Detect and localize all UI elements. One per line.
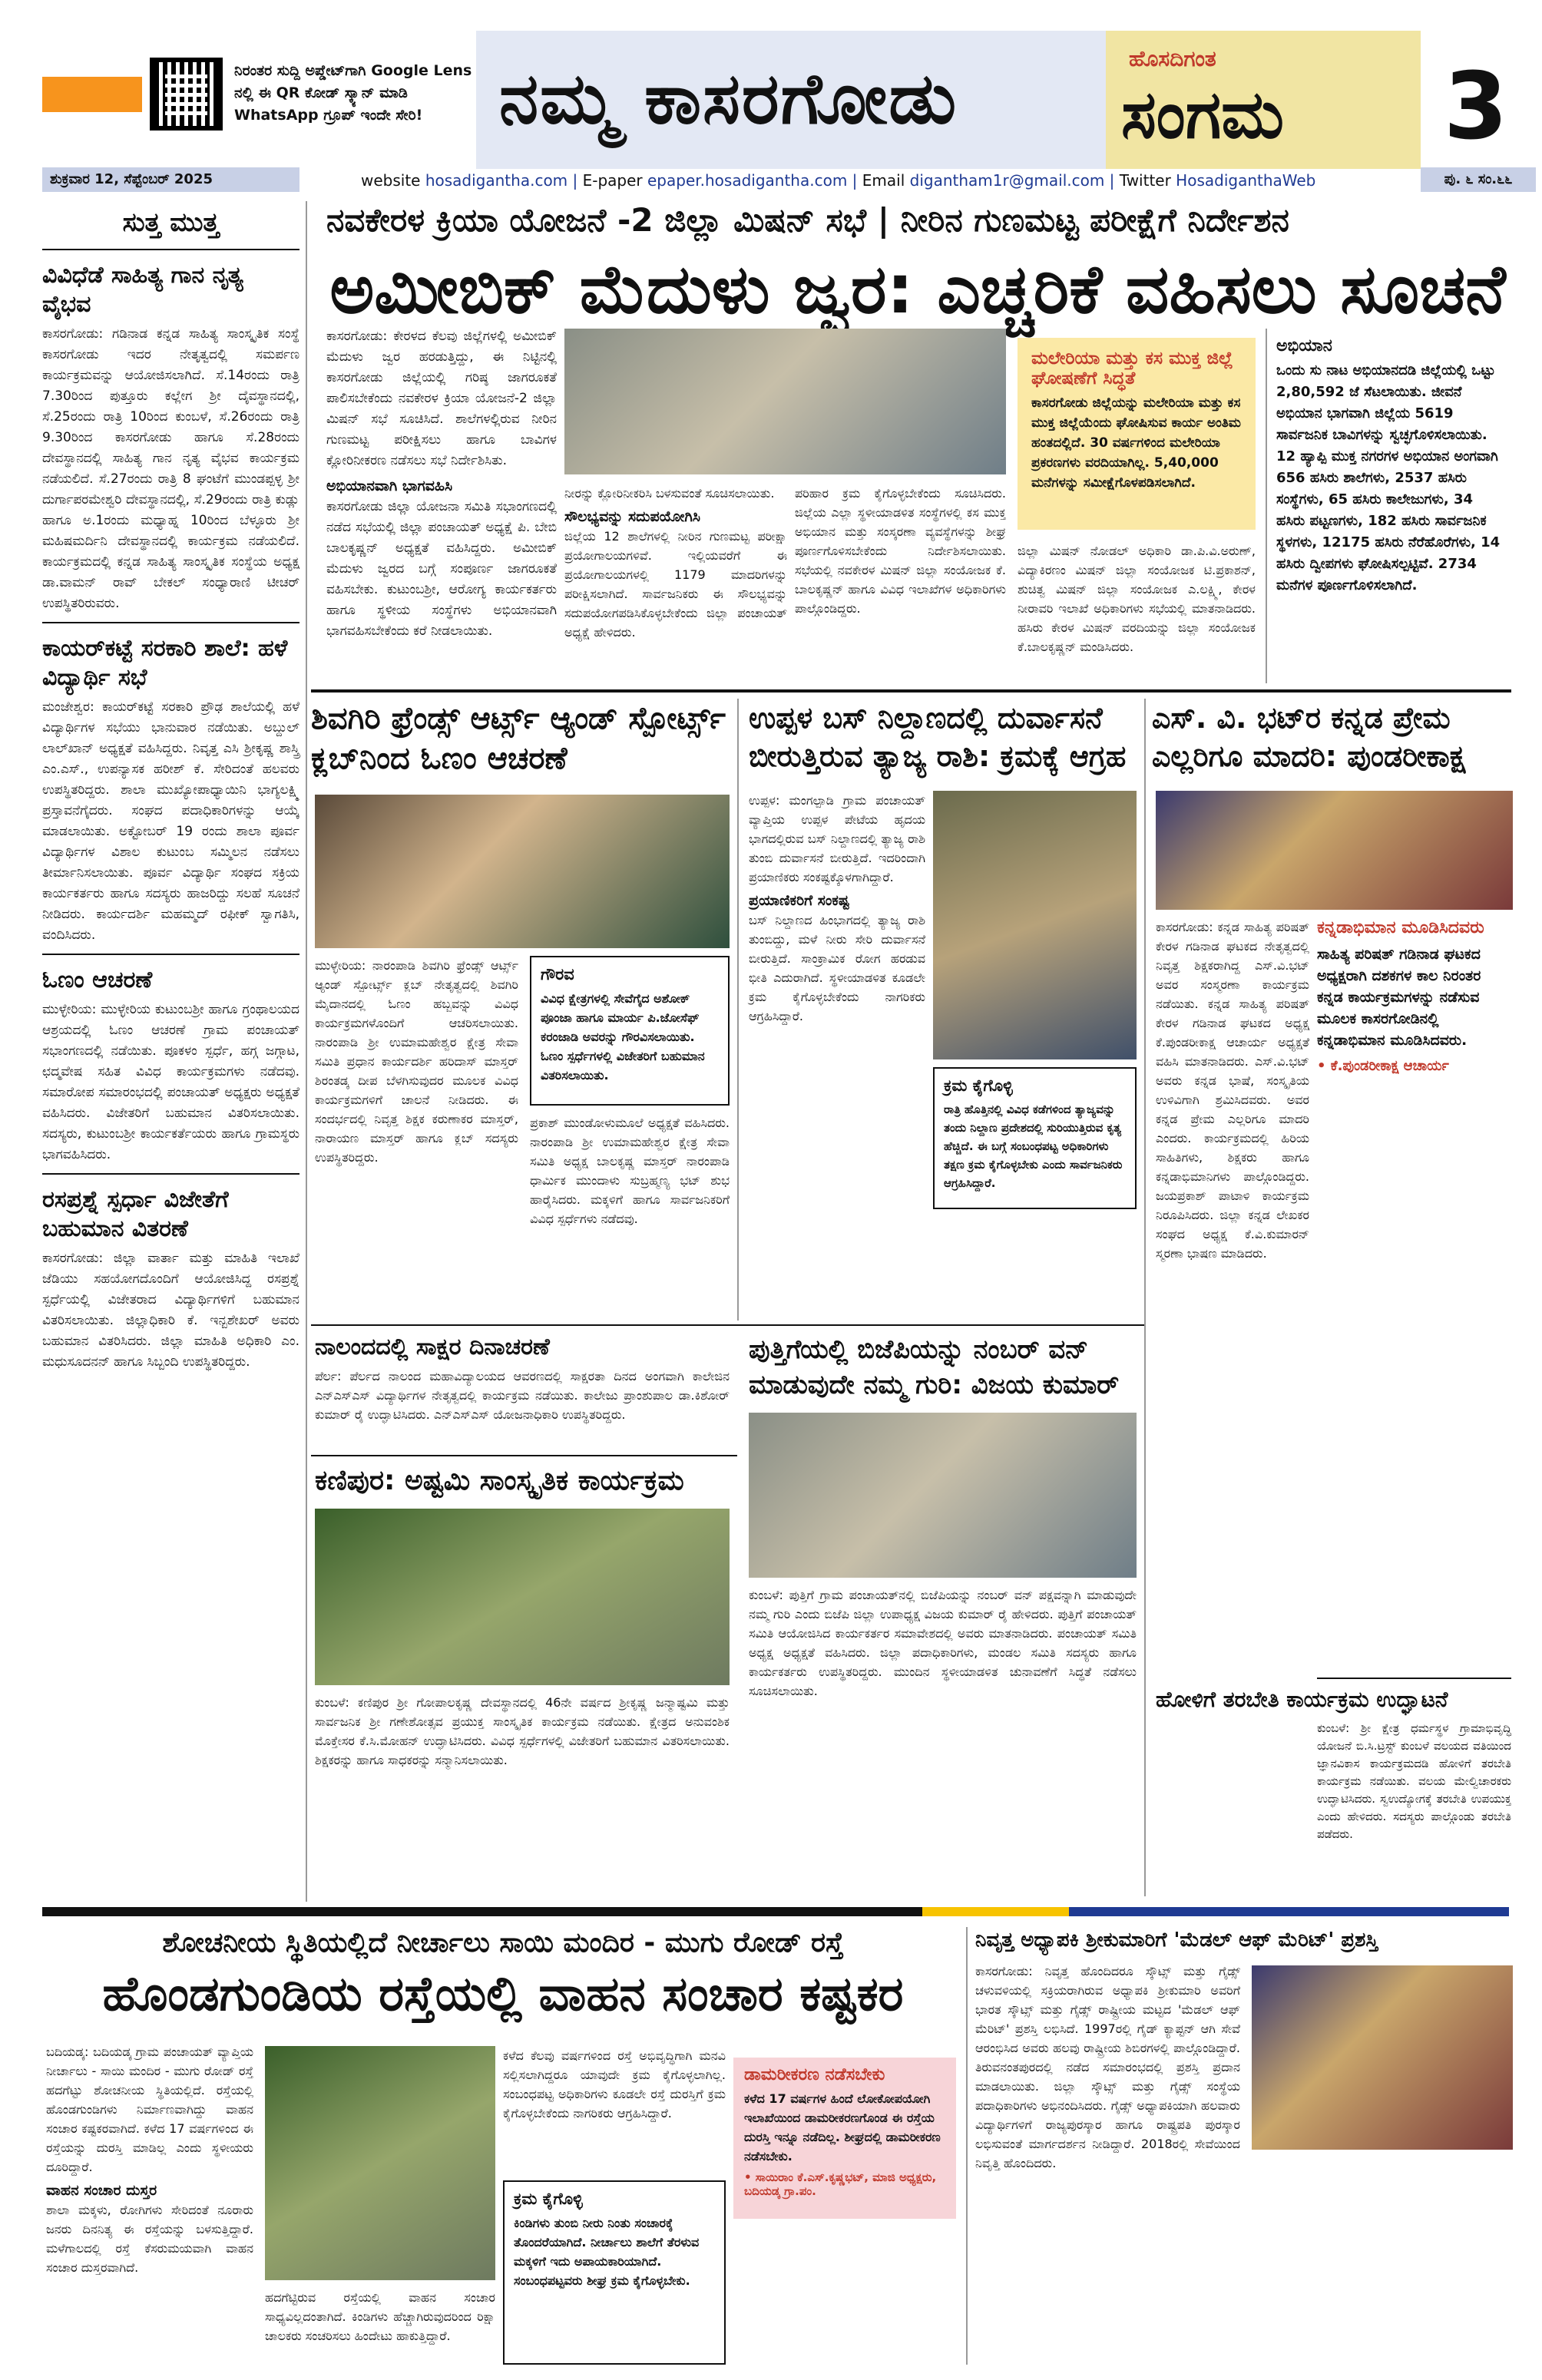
box-text: ಕಳೆದ 17 ವರ್ಷಗಳ ಹಿಂದೆ ಲೋಕೋಪಯೋಗಿ ಇಲಾಖೆಯಿಂದ ಡಾಮರೀಕರಣಗೊಂಡ ಈ ರಸ್ತೆಯ ದುರಸ್ತಿ ಇನ್ನೂ ನಡೆದಿಲ್ಲ. ಶೀಘ್ರದಲ್ಲಿ ಡಾಮರೀಕರಣ ನಡೆಸಬೇಕು. (744, 2091, 941, 2163)
bjp-meeting-photo (749, 1413, 1137, 1578)
article-body: ಕಾಸರಗೋಡು ಜಿಲ್ಲಾ ಯೋಜನಾ ಸಮಿತಿ ಸಭಾಂಗಣದಲ್ಲಿ ನಡೆದ ಸಭೆಯಲ್ಲಿ ಜಿಲ್ಲಾ ಪಂಚಾಯತ್ ಅಧ್ಯಕ್ಷೆ ಪಿ. ಬೇಬಿ ಬಾಲಕೃಷ್ಣನ್ ಅಧ್ಯಕ್ಷತೆ ವಹಿಸಿದ್ದರು. ಅಮೀಬಿಕ್ ಮೆದುಳು ಜ್ವರದ ಬಗ್ಗೆ ಸಂಪೂರ್ಣ ಜಾಗರೂಕತೆ ವಹಿಸಬೇಕು. ಕುಟುಂಬಶ್ರೀ, ಆರೋಗ್ಯ ಕಾರ್ಯಕರ್ತರು ಹಾಗೂ ಸ್ಥಳೀಯ ಸಂಸ್ಥೆಗಳು ಅಭಿಯಾನವಾಗಿ ಭಾಗವಹಿಸಬೇಕೆಂದು ಕರೆ ನೀಡಲಾಯಿತು. (326, 499, 557, 639)
section-divider (1317, 1678, 1511, 1679)
brand-logo: ಸಂಗಮ (1121, 77, 1285, 154)
article-body: ಶಾಲಾ ಮಕ್ಕಳು, ರೋಗಿಗಳು ಸೇರಿದಂತೆ ನೂರಾರು ಜನರು ದಿನನಿತ್ಯ ಈ ರಸ್ತೆಯನ್ನು ಬಳಸುತ್ತಿದ್ದಾರೆ. ಮಳೆಗಾಲದಲ್ಲಿ ರಸ್ತೆ ಕೆಸರುಮಯವಾಗಿ ವಾಹನ ಸಂಚಾರ ದುಸ್ತರವಾಗಿದೆ. (46, 2203, 253, 2275)
masthead (0, 0, 1542, 165)
article-column (503, 2046, 726, 2173)
article-body: ಮಂಜೇಶ್ವರ: ಕಾಯರ್‌ಕಟ್ಟೆ ಸರಕಾರಿ ಪ್ರೌಢ ಶಾಲೆಯಲ್ಲಿ ಹಳೆ ವಿದ್ಯಾರ್ಥಿಗಳ ಸಭೆಯು ಭಾನುವಾರ ನಡೆಯಿತು. ಅಬ್ದುಲ್ ಲಾಲ್‌ಖಾನ್ ಅಧ್ಯಕ್ಷತೆ ವಹಿಸಿದ್ದರು. ನಿವೃತ್ತ ಎಸಿ ಶ್ರೀಕೃಷ್ಣ ಶಾಸ್ತ್ರಿ ಎಂ.ಎಸ್., ಉಪನ್ಯಾಸಕ ಹರೀಶ್ ಕೆ. ಸೇರಿದಂತೆ ಹಲವರು ಉಪಸ್ಥಿತರಿದ್ದರು. ಶಾಲಾ ಮುಖ್ಯೋಪಾಧ್ಯಾಯಿನಿ ಭಾಗ್ಯಲಕ್ಷ್ಮಿ ಪ್ರಸ್ತಾವನೆಗೈದರು. ಸಂಘದ ಪದಾಧಿಕಾರಿಗಳನ್ನು ಆಯ್ಕೆ ಮಾಡಲಾಯಿತು. ಅಕ್ಟೋಬರ್ 19 ರಂದು ಶಾಲಾ ಪೂರ್ವ ವಿದ್ಯಾರ್ಥಿಗಳ ವಿಶಾಲ ಕುಟುಂಬ ಸಮ್ಮಿಲನ ನಡೆಸಲು ತೀರ್ಮಾನಿಸಲಾಯಿತು. ಪೂರ್ವ ವಿದ್ಯಾರ್ಥಿ ಸಂಘದ ಸಕ್ರಿಯ ಕಾರ್ಯಕರ್ತರು ಹಾಗೂ ಸದಸ್ಯರು ಹಾಜರಿದ್ದು ಸಲಹೆ ಸೂಚನೆ ನೀಡಿದರು. ಕಾರ್ಯದರ್ಶಿ ಮಹಮ್ಮದ್ ರಫೀಕ್ ಸ್ವಾಗತಿಸಿ, ವಂದಿಸಿದರು. (42, 699, 299, 943)
article-body: ಕಳೆದ ಕೆಲವು ವರ್ಷಗಳಿಂದ ರಸ್ತೆ ಅಭಿವೃದ್ಧಿಗಾಗಿ ಮನವಿ ಸಲ್ಲಿಸಲಾಗಿದ್ದರೂ ಯಾವುದೇ ಕ್ರಮ ಕೈಗೊಳ್ಳಲಾಗಿಲ್ಲ. ಸಂಬಂಧಪಟ್ಟ ಅಧಿಕಾರಿಗಳು ಕೂಡಲೇ ರಸ್ತೆ ದುರಸ್ತಿಗೆ ಕ್ರಮ ಕೈಗೊಳ್ಳಬೇಕೆಂದು ನಾಗರಿಕರು ಆಗ್ರಹಿಸಿದ್ದಾರೆ. (503, 2048, 726, 2121)
bottom-kicker: ಶೋಚನೀಯ ಸ್ಥಿತಿಯಲ್ಲಿದೆ ನೀರ್ಚಾಲು ಸಾಯಿ ಮಂದಿರ - ಮುಗು ರೋಡ್ ರಸ್ತೆ (162, 1927, 844, 1959)
main-headline: ಅಮೀಬಿಕ್ ಮೆದುಳು ಜ್ವರ: ಎಚ್ಚರಿಕೆ ವಹಿಸಲು ಸೂಚನೆ (329, 250, 1506, 329)
article-column (749, 791, 925, 1067)
divider (42, 622, 299, 623)
qr-instructions: ನಿರಂತರ ಸುದ್ದಿ ಅಪ್ಡೇಟ್‌ಗಾಗಿ Google Lens ನಲ್ಲಿ ಈ QR ಕೋಡ್ ಸ್ಕ್ಯಾನ್ ಮಾಡಿ WhatsApp ಗ್ರೂಪ್ ಇಂದೇ ಸೇರಿ! (234, 62, 472, 124)
quote-author: • ಸಾಯಿರಾಂ ಕೆ.ಎಸ್.ಕೃಷ್ಣಭಟ್, ಮಾಜಿ ಅಧ್ಯಕ್ಷರು, ಬದಿಯಡ್ಕ ಗ್ರಾ.ಪಂ. (744, 2170, 937, 2198)
bottom-headline: ಹೊಂಡಗುಂಡಿಯ ರಸ್ತೆಯಲ್ಲಿ ವಾಹನ ಸಂಚಾರ ಕಷ್ಟಕರ (102, 1965, 904, 2021)
article-column (315, 1367, 730, 1451)
article-body: ಹದಗೆಟ್ಟಿರುವ ರಸ್ತೆಯಲ್ಲಿ ವಾಹನ ಸಂಚಾರ ಸಾಧ್ಯವಿಲ್ಲದಂತಾಗಿದೆ. ಕಿಂಡಿಗಳು ಹೆಚ್ಚಾಗಿರುವುದರಿಂದ ರಿಕ್ಷಾ ಚಾಲಕರು ಸಂಚರಿಸಲು ಹಿಂದೇಟು ಹಾಕುತ್ತಿದ್ದಾರೆ. (265, 2290, 495, 2343)
main-kicker: ನವಕೇರಳ ಕ್ರಿಯಾ ಯೋಜನೆ -2 ಜಿಲ್ಲಾ ಮಿಷನ್ ಸಭೆ | ನೀರಿನ ಗುಣಮಟ್ಟ ಪರೀಕ್ಷೆಗೆ ನಿರ್ದೇಶನ (326, 201, 1289, 239)
box-title: ಅಭಿಯಾನ (1276, 336, 1332, 355)
subheading: ಸೌಲಭ್ಯವನ್ನು ಸದುಪಯೋಗಿಸಿ (564, 508, 700, 525)
article-body: ಕಾಸರಗೋಡು: ನಿವೃತ್ತ ಹೊಂದಿದರೂ ಸ್ಕೌಟ್ಸ್ ಮತ್ತು ಗೈಡ್ಸ್ ಚಳುವಳಿಯಲ್ಲಿ ಸಕ್ರಿಯರಾಗಿರುವ ಅಧ್ಯಾಪಕಿ ಶ್ರೀಕುಮಾರಿ ಅವರಿಗೆ ಭಾರತ ಸ್ಕೌಟ್ಸ್ ಮತ್ತು ಗೈಡ್ಸ್ ರಾಷ್ಟ್ರೀಯ ಮಟ್ಟದ 'ಮೆಡಲ್ ಆಫ್ ಮೆರಿಟ್' ಪ್ರಶಸ್ತಿ ಲಭಿಸಿದೆ. 1997ರಲ್ಲಿ ಗೈಡ್ ಕ್ಯಾಪ್ಟನ್ ಆಗಿ ಸೇವೆ ಆರಂಭಿಸಿದ ಅವರು ಹಲವು ರಾಷ್ಟ್ರೀಯ ಶಿಬಿರಗಳಲ್ಲಿ ಪಾಲ್ಗೊಂಡಿದ್ದಾರೆ. ತಿರುವನಂತಪುರದಲ್ಲಿ ನಡೆದ ಸಮಾರಂಭದಲ್ಲಿ ಪ್ರಶಸ್ತಿ ಪ್ರದಾನ ಮಾಡಲಾಯಿತು. ಜಿಲ್ಲಾ ಸ್ಕೌಟ್ಸ್ ಮತ್ತು ಗೈಡ್ಸ್ ಸಂಸ್ಥೆಯ ಪದಾಧಿಕಾರಿಗಳು ಅಭಿನಂದಿಸಿದರು. ಗೈಡ್ಸ್ ಅಧ್ಯಾಪಕಿಯಾಗಿ ಹಲವಾರು ವಿದ್ಯಾರ್ಥಿಗಳಿಗೆ ರಾಜ್ಯಪುರಸ್ಕಾರ ಹಾಗೂ ರಾಷ್ಟ್ರಪತಿ ಪುರಸ್ಕಾರ ಲಭಿಸುವಂತೆ ಮಾರ್ಗದರ್ಶನ ನೀಡಿದ್ದಾರೆ. 2018ರಲ್ಲಿ ಸೇವೆಯಿಂದ ನಿವೃತ್ತಿ ಹೊಂದಿದರು. (975, 1964, 1240, 2170)
article-headline: ಓಣಂ ಆಚರಣೆ (42, 967, 153, 993)
box-title: ಕ್ರಮ ಕೈಗೊಳ್ಳಿ (514, 2190, 583, 2208)
article-headline: ವಿವಿಧೆಡೆ ಸಾಹಿತ್ಯ ಗಾನ ನೃತ್ಯ ವೈಭವ (42, 262, 243, 318)
article-headline: ಕಣಿಪುರ: ಅಷ್ಟಮಿ ಸಾಂಸ್ಕೃತಿಕ ಕಾರ್ಯಕ್ರಮ (315, 1465, 684, 1496)
article-column (46, 2042, 253, 2365)
divider (42, 954, 299, 955)
article-column (530, 1113, 730, 1321)
column-divider (306, 201, 307, 1902)
article-headline: ಶಿವಗಿರಿ ಫ್ರೆಂಡ್ಸ್ ಆರ್ಟ್ಸ್ ಆ್ಯಂಡ್ ಸ್ಪೋರ್ಟ್ಸ್ ಕ್ಲಬ್‌ನಿಂದ ಓಣಂ ಆಚರಣೆ (311, 701, 726, 776)
section-divider (311, 1455, 737, 1456)
box-text: ಒಂದು ಸು ನಾಟ ಅಭಿಯಾನದಡಿ ಜಿಲ್ಲೆಯಲ್ಲಿ ಒಟ್ಟು 2,80,592 ಜೆ ಸೆಟಲಾಯಿತು. ಜೀವನೆ ಅಭಿಯಾನ ಭಾಗವಾಗಿ ಜಿಲ್ಲೆಯ 5619 ಸಾರ್ವಜನಿಕ ಬಾವಿಗಳನ್ನು ಸ್ವಚ್ಛಗೊಳಿಸಲಾಯಿತು. 12 ಹ್ಯಾಪ್ಪಿ ಮುಕ್ತ ನಗರಗಳ ಅಭಿಯಾನ ಅಂಗವಾಗಿ 656 ಹಸಿರು ಶಾಲೆಗಳು, 2537 ಹಸಿರು ಸಂಸ್ಥೆಗಳು, 65 ಹಸಿರು ಕಾಲೇಜುಗಳು, 34 ಹಸಿರು ಪಟ್ಟಣಗಳು, 182 ಹಸಿರು ಸಾರ್ವಜನಿಕ ಸ್ಥಳಗಳು, 12175 ಹಸಿರು ನೆರೆಹೊರೆಗಳು, 14 ಹಸಿರು ದ್ವೀಪಗಳು ಘೋಷಿಸಲ್ಪಟ್ಟಿವೆ. 2734 ಮನೆಗಳ ಪೂರ್ಣಗೊಳಿಸಲಾಗಿದೆ. (1276, 362, 1501, 593)
article-body: ಕಾಸರಗೋಡು: ಜಿಲ್ಲಾ ವಾರ್ತಾ ಮತ್ತು ಮಾಹಿತಿ ಇಲಾಖೆ ಜೆಡಿಯು ಸಹಯೋಗದೊಂದಿಗೆ ಆಯೋಜಿಸಿದ್ದ ರಸಪ್ರಶ್ನೆ ಸ್ಪರ್ಧೆಯಲ್ಲಿ ವಿಜೇತರಾದ ವಿದ್ಯಾರ್ಥಿಗಳಿಗೆ ಬಹುಮಾನ ವಿತರಿಸಲಾಯಿತು. ಜಿಲ್ಲಾಧಿಕಾರಿ ಕೆ. ಇನ್ಬಶೇಖರ್ ಅವರು ಬಹುಮಾನ ವಿತರಿಸಿದರು. ಜಿಲ್ಲಾ ಮಾಹಿತಿ ಅಧಿಕಾರಿ ಎಂ. ಮಧುಸೂದನನ್ ಹಾಗೂ ಸಿಬ್ಬಂದಿ ಉಪಸ್ಥಿತರಿದ್ದರು. (42, 1251, 299, 1370)
article-body: ಉಪ್ಪಳ: ಮಂಗಲ್ಪಾಡಿ ಗ್ರಾಮ ಪಂಚಾಯತ್ ವ್ಯಾಪ್ತಿಯ ಉಪ್ಪಳ ಪೇಟೆಯ ಹೃದಯ ಭಾಗದಲ್ಲಿರುವ ಬಸ್ ನಿಲ್ದಾಣದಲ್ಲಿ ತ್ಯಾಜ್ಯ ರಾಶಿ ತುಂಬಿ ದುರ್ವಾಸನೆ ಬೀರುತ್ತಿದೆ. ಇದರಿಂದಾಗಿ ಪ್ರಯಾಣಿಕರು ಸಂಕಷ್ಟಕ್ಕೊಳಗಾಗಿದ್ದಾರೆ. (749, 793, 925, 884)
divider (42, 1173, 299, 1175)
article-body: ಜಿಲ್ಲಾ ಮಿಷನ್ ನೋಡಲ್ ಅಧಿಕಾರಿ ಡಾ.ಪಿ.ವಿ.ಅರುಣ್, ವಿದ್ಯಾಕಿರಣಂ ಮಿಷನ್ ಜಿಲ್ಲಾ ಸಂಯೋಜಕ ಟಿ.ಪ್ರಕಾಶನ್, ಶುಚಿತ್ವ ಮಿಷನ್ ಜಿಲ್ಲಾ ಸಂಯೋಜಕ ಎ.ಲಕ್ಷ್ಮಿ, ಕೇರಳ ನೀರಾವರಿ ಇಲಾಖೆ ಅಧಿಕಾರಿಗಳು ಸಭೆಯಲ್ಲಿ ಮಾತನಾಡಿದರು. ಹಸಿರು ಕೇರಳ ಮಿಷನ್ ವರದಿಯನ್ನು ಜಿಲ್ಲಾ ಸಂಯೋಜಕ ಕೆ.ಬಾಲಕೃಷ್ಣನ್ ಮಂಡಿಸಿದರು. (1018, 544, 1256, 654)
article-body: ಕುಂಬಳೆ: ಶ್ರೀ ಕ್ಷೇತ್ರ ಧರ್ಮಸ್ಥಳ ಗ್ರಾಮಾಭಿವೃದ್ಧಿ ಯೋಜನೆ ಬಿ.ಸಿ.ಟ್ರಸ್ಟ್ ಕುಂಬಳೆ ವಲಯದ ವತಿಯಿಂದ ಜ್ಞಾನವಿಕಾಸ ಕಾರ್ಯಕ್ರಮದಡಿ ಹೋಳಿಗೆ ತರಬೇತಿ ಕಾರ್ಯಕ್ರಮ ನಡೆಯಿತು. ವಲಯ ಮೇಲ್ವಿಚಾರಕರು ಉದ್ಘಾಟಿಸಿದರು. ಸ್ವಉದ್ಯೋಗಕ್ಕೆ ತರಬೇತಿ ಉಪಯುಕ್ತ ಎಂದು ಹೇಳಿದರು. ಸದಸ್ಯರು ಪಾಲ್ಗೊಂಡು ತರಬೇತಿ ಪಡೆದರು. (1317, 1721, 1511, 1841)
article-body: ಬಸ್ ನಿಲ್ದಾಣದ ಹಿಂಭಾಗದಲ್ಲಿ ತ್ಯಾಜ್ಯ ರಾಶಿ ತುಂಬಿದ್ದು, ಮಳೆ ನೀರು ಸೇರಿ ದುರ್ವಾಸನೆ ಬೀರುತ್ತಿದೆ. ಸಾಂಕ್ರಾಮಿಕ ರೋಗ ಹರಡುವ ಭೀತಿ ಎದುರಾಗಿದೆ. ಸ್ಥಳೀಯಾಡಳಿತ ಕೂಡಲೇ ಕ್ರಮ ಕೈಗೊಳ್ಳಬೇಕೆಂದು ನಾಗರಿಕರು ಆಗ್ರಹಿಸಿದ್ದಾರೆ. (749, 913, 925, 1023)
article-column (265, 2288, 495, 2365)
qr-code-icon[interactable] (150, 58, 223, 131)
box-text: ಕಿಂಡಿಗಳು ತುಂಬಿ ನೀರು ನಿಂತು ಸಂಚಾರಕ್ಕೆ ತೊಂದರೆಯಾಗಿದೆ. ನೀರ್ಚಾಲು ಶಾಲೆಗೆ ತೆರಳುವ ಮಕ್ಕಳಿಗೆ ಇದು ಅಪಾಯಕಾರಿಯಾಗಿದೆ. ಸಂಬಂಧಪಟ್ಟವರು ಶೀಘ್ರ ಕ್ರಮ ಕೈಗೊಳ್ಳಬೇಕು. (514, 2216, 700, 2288)
brand-subtitle: ಹೊಸದಿಗಂತ (1129, 46, 1216, 71)
article-body: ಪೆರ್ಲ: ಪೆರ್ಲದ ನಾಲಂದ ಮಹಾವಿದ್ಯಾಲಯದ ಆವರಣದಲ್ಲಿ ಸಾಕ್ಷರತಾ ದಿನದ ಅಂಗವಾಗಿ ಕಾಲೇಜಿನ ಎನ್‌ಎಸ್‌ಎಸ್ ವಿದ್ಯಾರ್ಥಿಗಳ ನೇತೃತ್ವದಲ್ಲಿ ಕಾರ್ಯಕ್ರಮ ನಡೆಯಿತು. ಕಾಲೇಜು ಪ್ರಾಂಶುಪಾಲ ಡಾ.ಕಿಶೋರ್ ಕುಮಾರ್ ರೈ ಉದ್ಘಾಟಿಸಿದರು. ಎನ್‌ಎಸ್‌ಎಸ್ ಯೋಜನಾಧಿಕಾರಿ ಉಪಸ್ಥಿತರಿದ್ದರು. (315, 1369, 730, 1422)
main-column-1 (326, 326, 557, 687)
article-body: ಕಾಸರಗೋಡು: ಕೇರಳದ ಕೆಲವು ಜಿಲ್ಲೆಗಳಲ್ಲಿ ಅಮೀಬಿಕ್ ಮೆದುಳು ಜ್ವರ ಹರಡುತ್ತಿದ್ದು, ಈ ನಿಟ್ಟಿನಲ್ಲಿ ಕಾಸರಗೋಡು ಜಿಲ್ಲೆಯಲ್ಲಿ ಗರಿಷ್ಠ ಜಾಗರೂಕತೆ ಪಾಲಿಸಬೇಕೆಂದು ನವಕೇರಳ ಕ್ರಿಯಾ ಯೋಜನೆ-2 ಜಿಲ್ಲಾ ಮಿಷನ್ ಸಭೆ ಸೂಚಿಸಿದೆ. ಶಾಲೆಗಳಲ್ಲಿರುವ ನೀರಿನ ಗುಣಮಟ್ಟ ಪರೀಕ್ಷಿಸಲು ಹಾಗೂ ಬಾವಿಗಳ ಕ್ಲೋರಿನೀಕರಣ ನಡೆಸಲು ಸಭೆ ನಿರ್ದೇಶಿಸಿತು. (326, 329, 557, 468)
malaria-info-box (1018, 338, 1256, 530)
article-column (975, 1962, 1240, 2365)
quote-text: ಸಾಹಿತ್ಯ ಪರಿಷತ್ ಗಡಿನಾಡ ಘಟಕದ ಅಧ್ಯಕ್ಷರಾಗಿ ದಶಕಗಳ ಕಾಲ ನಿರಂತರ ಕನ್ನಡ ಕಾರ್ಯಕ್ರಮಗಳನ್ನು ನಡೆಸುವ ಮೂಲಕ ಕಾಸರಗೋಡಿನಲ್ಲಿ ಕನ್ನಡಾಭಿಮಾನ ಮೂಡಿಸಿದವರು. (1317, 946, 1481, 1049)
main-column-3 (795, 484, 1006, 683)
krama-box (503, 2180, 726, 2365)
gourava-box (530, 956, 730, 1106)
quote-box (733, 2058, 956, 2219)
article-body: ಕಾಸರಗೋಡು: ಗಡಿನಾಡ ಕನ್ನಡ ಸಾಹಿತ್ಯ ಸಾಂಸ್ಕೃತಿಕ ಸಂಸ್ಥೆ ಕಾಸರಗೋಡು ಇದರ ನೇತೃತ್ವದಲ್ಲಿ ಸಮರ್ಪಣ ಕಾರ್ಯಕ್ರಮವನ್ನು ಆಯೋಜಿಸಲಾಗಿದೆ. ಸೆ.14ರಂದು ರಾತ್ರಿ 7.30ರಿಂದ ಪುತ್ತೂರು ಕಲ್ಲೇಗ ಶ್ರೀ ದೈವಸ್ಥಾನದಲ್ಲಿ, ಸೆ.25ರಂದು ರಾತ್ರಿ 10ರಿಂದ ಕುಂಬಳೆ, ಸೆ.26ರಂದು ರಾತ್ರಿ 9.30ರಿಂದ ಕಾಸರಗೋಡು ಹಾಗೂ ಸೆ.28ರಂದು ದೇವಸ್ಥಾನದಲ್ಲಿ ಸಾಹಿತ್ಯ ಗಾನ ನೃತ್ಯ ವೈಭವ ಕಾರ್ಯಕ್ರಮ ನಡೆಯಲಿದೆ. ಸೆ.27ರಂದು ರಾತ್ರಿ 8 ಘಂಟೆಗೆ ಮುಂಡಪ್ಪಳ್ಳ ಶ್ರೀ ದುರ್ಗಾಪರಮೇಶ್ವರಿ ದೇವಸ್ಥಾನದಲ್ಲಿ, ಸೆ.29ರಂದು ರಾತ್ರಿ ಕುಡ್ಲು ಹಾಗೂ ಅ.1ರಂದು ಮಧ್ಯಾಹ್ನ 10ರಿಂದ ಬೆಳ್ಳೂರು ಶ್ರೀ ಮಹಿಷಮರ್ದಿನಿ ದೇವಸ್ಥಾನದಲ್ಲಿ ಕಾರ್ಯಕ್ರಮ ನಡೆಯಲಿದೆ. ಕಾರ್ಯಕ್ರಮದಲ್ಲಿ ಕನ್ನಡ ಸಾಹಿತ್ಯ ಸಾಂಸ್ಕೃತಿಕ ಸಂಸ್ಥೆಯ ಅಧ್ಯಕ್ಷ ಡಾ.ವಾಮನ್ ರಾವ್ ಬೇಕಲ್ ಸಂಧ್ಯಾರಾಣಿ ಟೀಚರ್ ಉಪಸ್ಥಿತರಿರುವರು. (42, 326, 299, 611)
article-column (1317, 1720, 1511, 1900)
twitter-link[interactable]: HosadiganthaWeb (1176, 171, 1316, 190)
award-photo (1252, 1965, 1513, 2150)
section-divider (311, 689, 1511, 693)
article-body: ಕುಂಬಳೆ: ಕಣಿಪುರ ಶ್ರೀ ಗೋಪಾಲಕೃಷ್ಣ ದೇವಸ್ಥಾನದಲ್ಲಿ 46ನೇ ವರ್ಷದ ಶ್ರೀಕೃಷ್ಣ ಜನ್ಮಾಷ್ಟಮಿ ಮತ್ತು ಸಾರ್ವಜನಿಕ ಶ್ರೀ ಗಣೇಶೋತ್ಸವ ಪ್ರಯುಕ್ತ ಸಾಂಸ್ಕೃತಿಕ ಕಾರ್ಯಕ್ರಮ ನಡೆಯಿತು. ಕ್ಷೇತ್ರದ ಅನುವಂಶಿಕ ಮೊಕ್ತೇಸರ ಕೆ.ಸಿ.ಮೋಹನ್ ಉದ್ಘಾಟಿಸಿದರು. ವಿವಿಧ ಸ್ಪರ್ಧೆಗಳಲ್ಲಿ ವಿಜೇತರಿಗೆ ಬಹುಮಾನ ವಿತರಿಸಲಾಯಿತು. ಶಿಕ್ಷಕರನ್ನು ಹಾಗೂ ಸಾಧಕರನ್ನು ಸನ್ಮಾನಿಸಲಾಯಿತು. (315, 1695, 730, 1767)
kannada-program-photo (1156, 791, 1513, 910)
article-column (315, 956, 518, 1321)
subheading: ವಾಹನ ಸಂಚಾರ ದುಸ್ತರ (46, 2182, 157, 2199)
box-title: ಮಲೇರಿಯಾ ಮತ್ತು ಕಸ ಮುಕ್ತ ಜಿಲ್ಲೆ ಘೋಷಣೆಗೆ ಸಿದ್ಧತೆ (1031, 349, 1233, 388)
box-title: ಡಾಮರೀಕರಣ ನಡೆಸಬೇಕು (744, 2065, 885, 2084)
article-body: ನೀರನ್ನು ಕ್ಲೋರಿನೀಕರಿಸಿ ಬಳಸುವಂತೆ ಸೂಚಿಸಲಾಯಿತು. (564, 486, 775, 501)
abhiyana-box (1266, 329, 1511, 683)
article-body: ಪ್ರಕಾಶ್ ಮುಂಡೋಳುಮೂಲೆ ಅಧ್ಯಕ್ಷತೆ ವಹಿಸಿದರು. ನಾರಂಪಾಡಿ ಶ್ರೀ ಉಮಾಮಹೇಶ್ವರ ಕ್ಷೇತ್ರ ಸೇವಾ ಸಮಿತಿ ಅಧ್ಯಕ್ಷ ಬಾಲಕೃಷ್ಣ ಮಾಸ್ತರ್ ನಾರಂಪಾಡಿ ಧಾರ್ಮಿಕ ಮುಂದಾಳು ಸುಬ್ರಹ್ಮಣ್ಯ ಭಟ್ ಶುಭ ಹಾರೈಸಿದರು. ಮಕ್ಕಳಿಗೆ ಹಾಗೂ ಸಾರ್ವಜನಿಕರಿಗೆ ವಿವಿಧ ಸ್ಪರ್ಧೆಗಳು ನಡೆದವು. (530, 1116, 730, 1226)
contact-links: website hosadigantha.com | E-paper epaper.hosadigantha.com | Email digantham1r@gmail.com | Twitter HosadiganthaWeb (361, 171, 1316, 190)
website-link[interactable]: hosadigantha.com (425, 171, 568, 190)
article-headline: ಪುತ್ತಿಗೆಯಲ್ಲಿ ಬಿಜೆಪಿಯನ್ನು ನಂಬರ್ ವನ್ ಮಾಡುವುದೇ ನಮ್ಮ ಗುರಿ: ವಿಜಯ ಕುಮಾರ್ (749, 1334, 1120, 1400)
krama-box (933, 1067, 1137, 1209)
twitter-label: Twitter (1119, 171, 1171, 190)
garbage-pile-photo (933, 791, 1137, 1059)
article-headline: ಕಾಯರ್‌ಕಟ್ಟೆ ಸರಕಾರಿ ಶಾಲೆ: ಹಳೆ ವಿದ್ಯಾರ್ಥಿ ಸಭೆ (42, 635, 288, 691)
epaper-link[interactable]: epaper.hosadigantha.com (647, 171, 848, 190)
email-label: Email (862, 171, 905, 190)
article-column (749, 1585, 1137, 1900)
box-title: ಗೌರವ (541, 965, 574, 983)
box-text: ರಾತ್ರಿ ಹೊತ್ತಿನಲ್ಲಿ ವಿವಿಧ ಕಡೆಗಳಿಂದ ತ್ಯಾಜ್ಯವನ್ನು ತಂದು ನಿಲ್ದಾಣ ಪ್ರದೇಶದಲ್ಲಿ ಸುರಿಯುತ್ತಿರುವ ಕೃತ್ಯ ಹೆಚ್ಚಿದೆ. ಈ ಬಗ್ಗೆ ಸಂಬಂಧಪಟ್ಟ ಅಧಿಕಾರಿಗಳು ತಕ್ಷಣ ಕ್ರಮ ಕೈಗೊಳ್ಳಬೇಕು ಎಂದು ಸಾರ್ವಜನಿಕರು ಆಗ್ರಹಿಸಿದ್ದಾರೆ. (944, 1102, 1123, 1190)
cultural-program-photo (315, 1509, 730, 1685)
box-text: ಕಾಸರಗೋಡು ಜಿಲ್ಲೆಯನ್ನು ಮಲೇರಿಯಾ ಮತ್ತು ಕಸ ಮುಕ್ತ ಜಿಲ್ಲೆಯೆಂದು ಘೋಷಿಸುವ ಕಾರ್ಯ ಅಂತಿಮ ಹಂತದಲ್ಲಿದೆ. 30 ವರ್ಷಗಳಿಂದ ಮಲೇರಿಯಾ ಪ್ರಕರಣಗಳು ವರದಿಯಾಗಿಲ್ಲ. 5,40,000 ಮನೆಗಳನ್ನು ಸಮೀಕ್ಷೆಗೊಳಪಡಿಸಲಾಗಿದೆ. (1031, 395, 1241, 491)
section-divider (311, 1324, 1144, 1326)
website-label: website (361, 171, 421, 190)
quote-author: • ಕೆ.ಪುಂಡರೀಕಾಕ್ಷ ಆಚಾರ್ಯ (1317, 1058, 1449, 1074)
box-text: ವಿವಿಧ ಕ್ಷೇತ್ರಗಳಲ್ಲಿ ಸೇವೆಗೈದ ಅಶೋಕ್ ಪೂಂಜಾ ಹಾಗೂ ಮಾರ್ಯ ಪಿ.ಜೋಸೆಫ್ ಕರಂಜಾಡಿ ಅವರನ್ನು ಗೌರವಿಸಲಾಯಿತು. ಓಣಂ ಸ್ಪರ್ಧೆಗಳಲ್ಲಿ ವಿಜೇತರಿಗೆ ಬಹುಮಾನ ವಿತರಿಸಲಾಯಿತು. (541, 991, 705, 1083)
article-body: ಪರಿಹಾರ ಕ್ರಮ ಕೈಗೊಳ್ಳಬೇಕೆಂದು ಸೂಚಿಸಿದರು. ಜಿಲ್ಲೆಯ ಎಲ್ಲಾ ಸ್ಥಳೀಯಾಡಳಿತ ಸಂಸ್ಥೆಗಳಲ್ಲಿ ಕಸ ಮುಕ್ತ ಅಭಿಯಾನ ಮತ್ತು ಸಂಸ್ಕರಣಾ ವ್ಯವಸ್ಥೆಗಳನ್ನು ಶೀಘ್ರ ಪೂರ್ಣಗೊಳಿಸಬೇಕೆಂದು ನಿರ್ದೇಶಿಸಲಾಯಿತು. ಸಭೆಯಲ್ಲಿ ನವಕೇರಳ ಮಿಷನ್ ಜಿಲ್ಲಾ ಸಂಯೋಜಕ ಕೆ. ಬಾಲಕೃಷ್ಣನ್ ಹಾಗೂ ವಿವಿಧ ಇಲಾಖೆಗಳ ಅಧಿಕಾರಿಗಳು ಪಾಲ್ಗೊಂಡಿದ್ದರು. (795, 486, 1006, 616)
article-body: ಮುಳ್ಳೇರಿಯ: ನಾರಂಪಾಡಿ ಶಿವಗಿರಿ ಫ್ರೆಂಡ್ಸ್ ಆರ್ಟ್ಸ್ ಆ್ಯಂಡ್ ಸ್ಪೋರ್ಟ್ಸ್ ಕ್ಲಬ್ ನೇತೃತ್ವದಲ್ಲಿ ಶಿವಗಿರಿ ಮೈದಾನದಲ್ಲಿ ಓಣಂ ಹಬ್ಬವನ್ನು ವಿವಿಧ ಕಾರ್ಯಕ್ರಮಗಳೊಂದಿಗೆ ಆಚರಿಸಲಾಯಿತು. ನಾರಂಪಾಡಿ ಶ್ರೀ ಉಮಾಮಹೇಶ್ವರ ಕ್ಷೇತ್ರ ಸೇವಾ ಸಮಿತಿ ಪ್ರಧಾನ ಕಾರ್ಯದರ್ಶಿ ಹರಿದಾಸ್ ಮಾಸ್ತರ್ ಶಿರಂತಡ್ಕ ದೀಪ ಬೆಳಗಿಸುವುದರ ಮೂಲಕ ವಿವಿಧ ಕಾರ್ಯಕ್ರಮಗಳಿಗೆ ಚಾಲನೆ ನೀಡಿದರು. ಈ ಸಂದರ್ಭದಲ್ಲಿ ನಿವೃತ್ತ ಶಿಕ್ಷಕ ಕರುಣಾಕರ ಮಾಸ್ತರ್, ನಾರಾಯಣ ಮಾಸ್ತರ್ ಹಾಗೂ ಕ್ಲಬ್ ಸದಸ್ಯರು ಉಪಸ್ಥಿತರಿದ್ದರು. (315, 958, 518, 1165)
page-number: 3 (1444, 54, 1508, 160)
article-body: ಬದಿಯಡ್ಕ: ಬದಿಯಡ್ಕ ಗ್ರಾಮ ಪಂಚಾಯತ್ ವ್ಯಾಪ್ತಿಯ ನೀರ್ಚಾಲು - ಸಾಯಿ ಮಂದಿರ - ಮುಗು ರೋಡ್ ರಸ್ತೆ ಹದಗೆಟ್ಟು ಶೋಚನೀಯ ಸ್ಥಿತಿಯಲ್ಲಿದೆ. ರಸ್ತೆಯಲ್ಲಿ ಹೊಂಡಗುಂಡಿಗಳು ನಿರ್ಮಾಣವಾಗಿದ್ದು ವಾಹನ ಸಂಚಾರ ಕಷ್ಟಕರವಾಗಿದೆ. ಕಳೆದ 17 ವರ್ಷಗಳಿಂದ ಈ ರಸ್ತೆಯನ್ನು ದುರಸ್ತಿ ಮಾಡಿಲ್ಲ ಎಂದು ಸ್ಥಳೀಯರು ದೂರಿದ್ದಾರೆ. (46, 2044, 253, 2174)
section-title: ಸುತ್ತ ಮುತ್ತ (42, 200, 299, 250)
quote-box (1317, 917, 1509, 1077)
section-strip (42, 1907, 1509, 1916)
column-divider (1144, 699, 1146, 1896)
box-title: ಕ್ರಮ ಕೈಗೊಳ್ಳಿ (944, 1076, 1013, 1095)
article-column (315, 1693, 730, 1900)
issue-date: ಶುಕ್ರವಾರ 12, ಸೆಪ್ಟೆಂಬರ್ 2025 (42, 167, 299, 192)
column-divider (737, 699, 739, 1321)
email-link[interactable]: digantham1r@gmail.com (909, 171, 1105, 190)
main-column-4 (1018, 541, 1256, 683)
quote-title: ಕನ್ನಡಾಭಿಮಾನ ಮೂಡಿಸಿದವರು (1317, 918, 1484, 937)
article-headline: ರಸಪ್ರಶ್ನೆ ಸ್ಪರ್ಧಾ ವಿಜೇತೆಗೆ ಬಹುಮಾನ ವಿತರಣೆ (42, 1186, 229, 1242)
subheading: ಪ್ರಯಾಣಿಕರಿಗೆ ಸಂಕಷ್ಟ (749, 892, 850, 909)
article-headline: ಉಪ್ಪಳ ಬಸ್ ನಿಲ್ದಾಣದಲ್ಲಿ ದುರ್ವಾಸನೆ ಬೀರುತ್ತಿರುವ ತ್ಯಾಜ್ಯ ರಾಶಿ: ಕ್ರಮಕ್ಕೆ ಆಗ್ರಹ (749, 701, 1127, 773)
damaged-road-photo (265, 2046, 495, 2280)
page-info: ಪು. ೬ ಸಂ.೬೬ (1421, 167, 1536, 192)
article-body: ಕುಂಬಳೆ: ಪುತ್ತಿಗೆ ಗ್ರಾಮ ಪಂಚಾಯತ್‌ನಲ್ಲಿ ಬಿಜೆಪಿಯನ್ನು ನಂಬರ್ ವನ್ ಪಕ್ಷವನ್ನಾಗಿ ಮಾಡುವುದೇ ನಮ್ಮ ಗುರಿ ಎಂದು ಬಿಜೆಪಿ ಜಿಲ್ಲಾ ಉಪಾಧ್ಯಕ್ಷ ವಿಜಯ ಕುಮಾರ್ ರೈ ಹೇಳಿದರು. ಪುತ್ತಿಗೆ ಪಂಚಾಯತ್ ಸಮಿತಿ ಆಯೋಜಿಸಿದ ಕಾರ್ಯಕರ್ತರ ಸಮಾವೇಶದಲ್ಲಿ ಅವರು ಮಾತನಾಡಿದರು. ಪಂಚಾಯತ್ ಸಮಿತಿ ಅಧ್ಯಕ್ಷ ಅಧ್ಯಕ್ಷತೆ ವಹಿಸಿದರು. ಜಿಲ್ಲಾ ಪದಾಧಿಕಾರಿಗಳು, ಮಂಡಲ ಸಮಿತಿ ಸದಸ್ಯರು ಹಾಗೂ ಕಾರ್ಯಕರ್ತರು ಉಪಸ್ಥಿತರಿದ್ದರು. ಮುಂದಿನ ಸ್ಥಳೀಯಾಡಳಿತ ಚುನಾವಣೆಗೆ ಸಿದ್ಧತೆ ನಡೆಸಲು ಸೂಚಿಸಲಾಯಿತು. (749, 1588, 1137, 1698)
article-headline: ನಾಲಂದದಲ್ಲಿ ಸಾಕ್ಷರ ದಿನಾಚರಣೆ (315, 1334, 550, 1360)
orange-accent-block (42, 77, 142, 112)
dateline-bar (42, 167, 1536, 192)
article-column (1156, 917, 1309, 1892)
article-headline: ಹೋಳಿಗೆ ತರಬೇತಿ ಕಾರ್ಯಕ್ರಮ ಉದ್ಘಾಟನೆ (1156, 1687, 1448, 1712)
meeting-photo (564, 329, 1006, 474)
article-headline: ನಿವೃತ್ತ ಅಧ್ಯಾಪಕಿ ಶ್ರೀಕುಮಾರಿಗೆ 'ಮೆಡಲ್ ಆಫ್ ಮೆರಿಟ್' ಪ್ರಶಸ್ತಿ (975, 1929, 1378, 1952)
left-column (42, 200, 299, 1904)
article-body: ಜಿಲ್ಲೆಯ 12 ಶಾಲೆಗಳಲ್ಲಿ ನೀರಿನ ಗುಣಮಟ್ಟ ಪರೀಕ್ಷಾ ಪ್ರಯೋಗಾಲಯಗಳಿವೆ. ಇಲ್ಲಿಯವರೆಗೆ ಈ ಪ್ರಯೋಗಾಲಯಗಳಲ್ಲಿ 1179 ಮಾದರಿಗಳನ್ನು ಪರೀಕ್ಷಿಸಲಾಗಿದೆ. ಸಾರ್ವಜನಿಕರು ಈ ಸೌಲಭ್ಯವನ್ನು ಸದುಪಯೋಗಪಡಿಸಿಕೊಳ್ಳಬೇಕೆಂದು ಜಿಲ್ಲಾ ಪಂಚಾಯತ್ ಅಧ್ಯಕ್ಷೆ ಹೇಳಿದರು. (564, 529, 787, 640)
article-body: ಕಾಸರಗೋಡು: ಕನ್ನಡ ಸಾಹಿತ್ಯ ಪರಿಷತ್ ಕೇರಳ ಗಡಿನಾಡ ಘಟಕದ ನೇತೃತ್ವದಲ್ಲಿ ನಿವೃತ್ತ ಶಿಕ್ಷಕರಾಗಿದ್ದ ಎಸ್.ವಿ.ಭಟ್ ಅವರ ಸಂಸ್ಮರಣಾ ಕಾರ್ಯಕ್ರಮ ನಡೆಯಿತು. ಕನ್ನಡ ಸಾಹಿತ್ಯ ಪರಿಷತ್ ಕೇರಳ ಗಡಿನಾಡ ಘಟಕದ ಅಧ್ಯಕ್ಷ ಕೆ.ಪುಂಡರೀಕಾಕ್ಷ ಆಚಾರ್ಯ ಅಧ್ಯಕ್ಷತೆ ವಹಿಸಿ ಮಾತನಾಡಿದರು. ಎಸ್.ವಿ.ಭಟ್ ಅವರು ಕನ್ನಡ ಭಾಷೆ, ಸಂಸ್ಕೃತಿಯ ಉಳಿವಿಗಾಗಿ ಶ್ರಮಿಸಿದವರು. ಅವರ ಕನ್ನಡ ಪ್ರೇಮ ಎಲ್ಲರಿಗೂ ಮಾದರಿ ಎಂದರು. ಕಾರ್ಯಕ್ರಮದಲ್ಲಿ ಹಿರಿಯ ಸಾಹಿತಿಗಳು, ಶಿಕ್ಷಕರು ಹಾಗೂ ಕನ್ನಡಾಭಿಮಾನಿಗಳು ಪಾಲ್ಗೊಂಡಿದ್ದರು. ಜಯಪ್ರಕಾಶ್ ಪಾಟಾಳಿ ಕಾರ್ಯಕ್ರಮ ನಿರೂಪಿಸಿದರು. ಜಿಲ್ಲಾ ಕನ್ನಡ ಲೇಖಕರ ಸಂಘದ ಅಧ್ಯಕ್ಷ ಕೆ.ವಿ.ಕುಮಾರನ್ ಸ್ಮರಣಾ ಭಾಷಣ ಮಾಡಿದರು. (1156, 920, 1309, 1261)
page-title: ನಮ್ಮ ಕಾಸರಗೋಡು (499, 58, 958, 140)
column-divider (966, 1927, 968, 2365)
main-column-2 (564, 484, 787, 683)
article-headline: ಎಸ್. ವಿ. ಭಟ್‌ರ ಕನ್ನಡ ಪ್ರೇಮ ಎಲ್ಲರಿಗೂ ಮಾದರಿ: ಪುಂಡರೀಕಾಕ್ಷ (1152, 701, 1466, 773)
onam-celebration-photo (315, 795, 730, 948)
article-body: ಮುಳ್ಳೇರಿಯ: ಮುಳ್ಳೇರಿಯ ಕುಟುಂಬಶ್ರೀ ಹಾಗೂ ಗ್ರಂಥಾಲಯದ ಆಶ್ರಯದಲ್ಲಿ ಓಣಂ ಆಚರಣೆ ಗ್ರಾಮ ಪಂಚಾಯತ್ ಸಭಾಂಗಣದಲ್ಲಿ ನಡೆಯಿತು. ಪೂಕಳಂ ಸ್ಪರ್ಧೆ, ಹಗ್ಗ ಜಗ್ಗಾಟ, ಛದ್ಮವೇಷ ಸಹಿತ ವಿವಿಧ ಕಾರ್ಯಕ್ರಮಗಳು ನಡೆದವು. ಸಮಾರೋಪ ಸಮಾರಂಭದಲ್ಲಿ ಪಂಚಾಯತ್ ಅಧ್ಯಕ್ಷರು ಅಧ್ಯಕ್ಷತೆ ವಹಿಸಿದರು. ವಿಜೇತರಿಗೆ ಬಹುಮಾನ ವಿತರಿಸಲಾಯಿತು. ಸದಸ್ಯರು, ಕುಟುಂಬಶ್ರೀ ಕಾರ್ಯಕರ್ತೆಯರು ಹಾಗೂ ಗ್ರಾಮಸ್ಥರು ಭಾಗವಹಿಸಿದರು. (42, 1002, 299, 1162)
subheading: ಅಭಿಯಾನವಾಗಿ ಭಾಗವಹಿಸಿ (326, 478, 453, 494)
epaper-label: E-paper (582, 171, 643, 190)
